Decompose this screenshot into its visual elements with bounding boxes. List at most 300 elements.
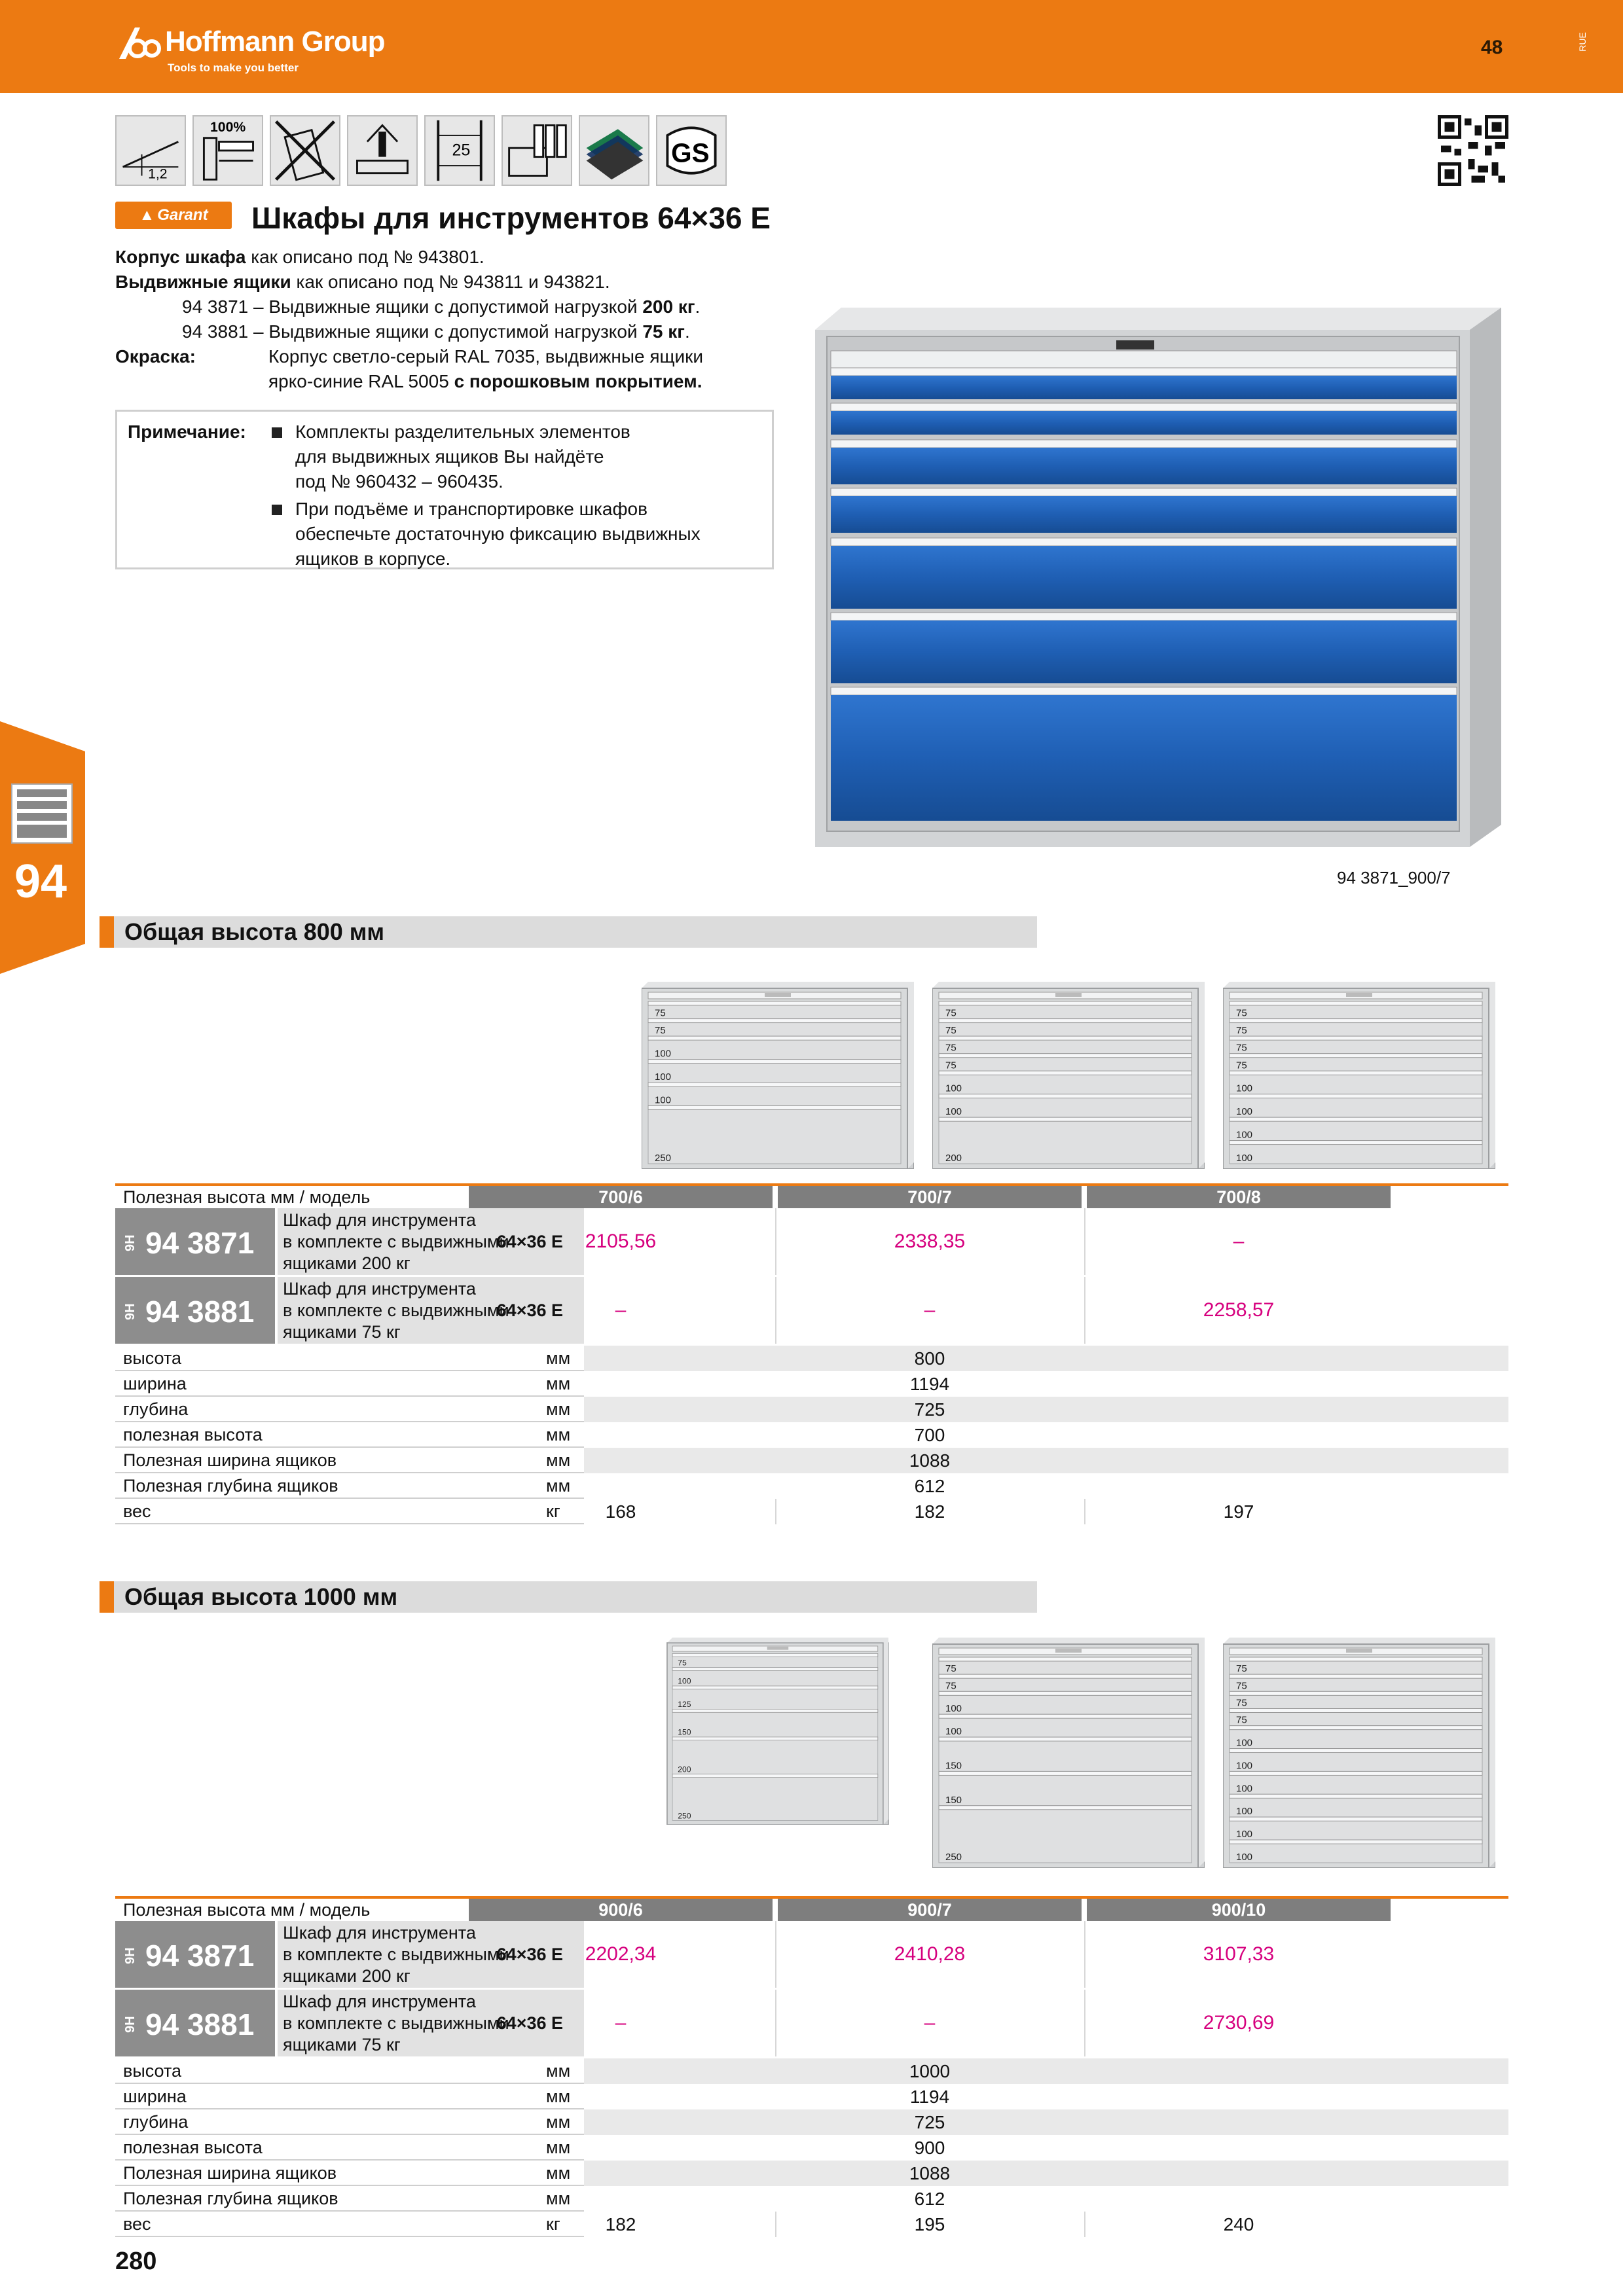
column-separator	[775, 1277, 776, 1344]
paint-coating: с порошковым покрытием.	[454, 371, 702, 391]
mini-drawer-height-label: 100	[1236, 1083, 1253, 1094]
mini-drawer-handle	[1230, 1054, 1482, 1058]
model-column-header: 700/7	[778, 1186, 1082, 1208]
mini-drawer-height-label: 250	[945, 1852, 962, 1863]
mini-drawer-handle	[672, 1709, 878, 1712]
mini-drawer-height-label: 100	[945, 1726, 962, 1738]
line2-load: 75 кг	[642, 321, 685, 342]
description-line: в комплекте с выдвижными	[283, 1300, 509, 1320]
product-code[interactable]	[115, 1208, 275, 1275]
spec-unit: мм	[546, 1374, 571, 1393]
column-separator	[1084, 1990, 1085, 2056]
model-column-header: 700/6	[469, 1186, 773, 1208]
mini-drawer-height-label: 75	[945, 1007, 957, 1019]
table-header-label: Полезная высота мм / модель	[123, 1187, 371, 1207]
mini-drawer-handle	[672, 1774, 878, 1778]
spec-value: 612	[914, 2189, 945, 2209]
page-title: Шкафы для инструментов 64×36 E	[251, 201, 771, 235]
mini-drawer-handle	[1230, 1036, 1482, 1040]
mini-drawer-handle	[672, 1668, 878, 1671]
mini-drawer-height-label: 75	[945, 1060, 957, 1071]
mini-drawer-handle	[1230, 1709, 1482, 1713]
mini-drawer-handle	[1230, 1749, 1482, 1753]
mini-drawer	[939, 1806, 1192, 1863]
mini-drawer-handle	[939, 1036, 1192, 1040]
language-code: RUE	[1577, 32, 1588, 52]
product-price: 2258,57	[1203, 1299, 1275, 1321]
hn-label: 9H	[123, 1234, 137, 1251]
product-row[interactable]	[115, 1990, 1508, 2058]
extension-100-percent-icon	[192, 115, 263, 186]
spec-row	[115, 2084, 1508, 2109]
line2-text: Выдвижные ящики с допустимой нагрузкой	[268, 321, 638, 342]
article-number: 94 3881	[145, 2007, 255, 2041]
article-number: 94 3871	[145, 1939, 255, 1973]
weight-unit: кг	[546, 2214, 560, 2234]
mini-drawer-handle	[939, 1001, 1192, 1005]
main-product-image[interactable]	[815, 308, 1501, 847]
description-line: Шкаф для инструмента	[283, 1923, 476, 1943]
mini-cabinet-lock	[767, 1647, 789, 1650]
mini-drawer-handle	[1230, 1691, 1482, 1695]
spec-value: 1194	[909, 2087, 950, 2107]
mini-drawer-height-label: 100	[678, 1676, 691, 1686]
product-size: 64×36 E	[496, 1300, 563, 1320]
spec-label: высота	[123, 1348, 182, 1368]
note-line: для выдвижных ящиков Вы найдёте	[295, 446, 604, 467]
mini-drawer-handle	[672, 1686, 878, 1689]
description-line: ящиками 75 кг	[283, 2035, 401, 2054]
mini-drawer-height-label: 100	[1236, 1852, 1253, 1863]
mini-drawer-handle	[1230, 1726, 1482, 1730]
mini-drawer	[648, 1105, 901, 1164]
mini-drawer-handle	[648, 1105, 901, 1109]
paint-text-1: Корпус светло-серый RAL 7035, выдвижные ящики	[268, 346, 704, 367]
product-size: 64×36 E	[496, 1232, 563, 1251]
drawer-handle	[831, 440, 1457, 448]
weight-row	[115, 2212, 1508, 2237]
spec-value: 800	[914, 1348, 945, 1369]
drawer-handle	[831, 687, 1457, 695]
mini-drawer-handle	[939, 1657, 1192, 1661]
description-line: ящиками 200 кг	[283, 1253, 410, 1273]
body-label: Корпус шкафа	[115, 247, 246, 267]
mini-drawer-height-label: 100	[1236, 1153, 1253, 1164]
spec-row	[115, 1346, 1508, 1371]
mini-cabinet-lock	[1346, 1649, 1372, 1653]
product-size: 64×36 E	[496, 1945, 563, 1964]
mini-drawer-height-label: 75	[945, 1042, 957, 1054]
column-separator	[775, 1921, 776, 1988]
weight-row	[115, 1499, 1508, 1524]
mini-drawer-handle	[648, 1019, 901, 1023]
mini-drawer-height-label: 150	[945, 1760, 962, 1772]
mini-cabinet-900-6	[642, 1638, 914, 1825]
description-line: ящиками 75 кг	[283, 1322, 401, 1342]
mini-drawer-handle	[1230, 1794, 1482, 1798]
spec-unit: мм	[546, 1450, 571, 1470]
spec-divider	[115, 2236, 584, 2237]
mini-drawer-handle	[939, 1071, 1192, 1075]
mini-drawer-handle	[648, 1001, 901, 1005]
mini-drawer-height-label: 75	[1236, 1697, 1247, 1709]
note-line: под № 960432 – 960435.	[295, 471, 503, 492]
mini-drawer-height-label: 250	[678, 1811, 691, 1821]
product-price: 2202,34	[585, 1943, 657, 1965]
mini-drawer	[672, 1737, 878, 1774]
drawer-handle	[831, 368, 1457, 376]
slope-value: 1,2	[148, 166, 168, 182]
chapter-tab[interactable]	[0, 721, 85, 974]
spec-unit: мм	[546, 1399, 571, 1419]
product-price: 2730,69	[1203, 2012, 1275, 2034]
product-price: 2338,35	[894, 1230, 966, 1252]
product-price: –	[924, 2012, 936, 2034]
mini-drawer-handle	[672, 1737, 878, 1740]
line1-code: 94 3871 –	[182, 296, 264, 317]
mini-drawer-handle	[939, 1094, 1192, 1098]
mini-cabinet-900-7	[932, 1638, 1205, 1868]
spec-label: Полезная глубина ящиков	[123, 1476, 338, 1496]
mini-drawer-handle	[939, 1737, 1192, 1741]
spec-unit: мм	[546, 2112, 571, 2132]
drawers-text: как описано под № 943811 и 943821.	[296, 272, 610, 292]
product-price: –	[615, 2012, 627, 2034]
spec-value: 612	[914, 1476, 945, 1496]
mini-cabinet-lock	[1055, 993, 1082, 997]
column-separator	[775, 1499, 776, 1524]
mini-drawer-handle	[1230, 1771, 1482, 1775]
spec-divider	[115, 1523, 584, 1524]
mini-drawer-height-label: 100	[1236, 1806, 1253, 1818]
description-line: Шкаф для инструмента	[283, 1210, 476, 1230]
mini-drawer-height-label: 100	[1236, 1737, 1253, 1749]
mini-drawer-height-label: 75	[678, 1658, 687, 1668]
mini-drawer-height-label: 75	[1236, 1025, 1247, 1037]
drawer-handle	[831, 538, 1457, 546]
product-size: 64×36 E	[496, 2013, 563, 2033]
mini-drawer-height-label: 100	[655, 1071, 672, 1083]
mini-drawer-handle	[939, 1714, 1192, 1718]
mini-drawer-height-label: 75	[1236, 1060, 1247, 1071]
product-row[interactable]	[115, 1277, 1508, 1346]
mini-drawer-height-label: 75	[1236, 1042, 1247, 1054]
article-number: 94 3871	[145, 1226, 255, 1260]
hn-label: 9H	[123, 2016, 137, 2033]
line1-load: 200 кг	[642, 296, 695, 317]
description-line: Шкаф для инструмента	[283, 1992, 476, 2011]
product-code[interactable]	[115, 1990, 275, 2056]
mini-drawer-height-label: 75	[1236, 1680, 1247, 1692]
note-item	[272, 420, 756, 494]
mini-drawer-height-label: 100	[1236, 1106, 1253, 1118]
product-price: 3107,33	[1203, 1943, 1275, 1965]
column-separator	[775, 1208, 776, 1275]
spec-row	[115, 2186, 1508, 2212]
spec-label: ширина	[123, 1374, 187, 1393]
garant-logo-icon: ▲	[139, 206, 155, 224]
mini-drawer-height-label: 100	[1236, 1783, 1253, 1795]
spec-row	[115, 1473, 1508, 1499]
mini-cabinet-900-10	[1223, 1638, 1495, 1868]
column-separator	[775, 1990, 776, 2056]
weight-value: 182	[605, 2214, 636, 2234]
mini-drawer-handle	[1230, 1840, 1482, 1844]
mini-cabinet-lock	[1346, 993, 1372, 997]
color-swatches-icon	[579, 115, 649, 186]
slope-1-2-icon	[115, 115, 186, 186]
drawer-front	[831, 496, 1457, 533]
drawer-handle	[831, 613, 1457, 620]
product-code[interactable]	[115, 1921, 275, 1988]
spec-label: глубина	[123, 2112, 189, 2132]
mini-drawer-handle	[939, 1771, 1192, 1775]
spec-row	[115, 1397, 1508, 1422]
column-separator	[1084, 1499, 1085, 1524]
spec-label: Полезная глубина ящиков	[123, 2189, 338, 2208]
mini-drawer-handle	[648, 1036, 901, 1040]
column-separator	[1084, 1921, 1085, 1988]
weight-unit: кг	[546, 1501, 560, 1521]
spec-row	[115, 2058, 1508, 2084]
weight-label: вес	[123, 1501, 151, 1521]
note-line: При подъёме и транспортировке шкафов	[295, 499, 647, 519]
price-table-800	[115, 1183, 1508, 1524]
model-column-header: 700/8	[1087, 1186, 1391, 1208]
mini-drawer-height-label: 75	[655, 1007, 666, 1019]
spec-row	[115, 1371, 1508, 1397]
hoffmann-logo[interactable]	[115, 22, 385, 74]
weight-value: 182	[914, 1501, 945, 1522]
column-separator	[775, 2212, 776, 2237]
no-tipping-icon	[270, 115, 340, 186]
hn-label: 9H	[123, 1303, 137, 1320]
product-price: 2105,56	[585, 1230, 657, 1252]
product-price: –	[1233, 1230, 1245, 1252]
mini-drawer-handle	[939, 1674, 1192, 1678]
spec-row	[115, 2135, 1508, 2161]
mini-drawer-height-label: 100	[1236, 1829, 1253, 1840]
mini-drawer-handle	[1230, 1071, 1482, 1075]
mini-drawer-handle	[1230, 1657, 1482, 1661]
catalog-page-number: 48	[1481, 37, 1503, 58]
mini-drawer-handle	[939, 1019, 1192, 1023]
spec-value: 900	[914, 2138, 945, 2158]
model-column-header: 900/7	[778, 1899, 1082, 1921]
description-line: в комплекте с выдвижными	[283, 1945, 509, 1964]
drawer-front	[831, 620, 1457, 683]
mini-cabinet-lock	[1055, 1649, 1082, 1653]
mini-drawer-height-label: 100	[655, 1048, 672, 1060]
spec-row	[115, 1422, 1508, 1448]
product-row[interactable]	[115, 1921, 1508, 1990]
mini-drawer-height-label: 150	[678, 1727, 691, 1737]
mini-drawer-handle	[939, 1117, 1192, 1121]
model-column-header: 900/10	[1087, 1899, 1391, 1921]
divider-grid-25-icon	[424, 115, 495, 186]
spec-unit: мм	[546, 2138, 571, 2157]
spec-unit: мм	[546, 1476, 571, 1496]
spec-value: 1088	[909, 1450, 951, 1471]
mini-drawer-height-label: 75	[945, 1025, 957, 1037]
weight-value: 197	[1223, 1501, 1254, 1522]
spec-label: ширина	[123, 2087, 187, 2106]
spec-label: высота	[123, 2061, 182, 2081]
mini-drawer-handle	[1230, 1817, 1482, 1821]
column-separator	[1084, 2212, 1085, 2237]
mini-drawer	[672, 1686, 878, 1709]
mini-drawer-height-label: 75	[1236, 1663, 1247, 1675]
table-header-row	[115, 1896, 1508, 1921]
spec-unit: мм	[546, 2163, 571, 2183]
mini-drawer-height-label: 75	[945, 1663, 957, 1675]
drawer-front	[831, 695, 1457, 821]
mini-drawer-height-label: 75	[1236, 1714, 1247, 1726]
mini-drawer	[672, 1774, 878, 1821]
spec-value: 725	[914, 2112, 945, 2132]
spec-unit: мм	[546, 1348, 571, 1368]
spec-label: полезная высота	[123, 1425, 263, 1444]
line2-code: 94 3881 –	[182, 321, 264, 342]
product-code[interactable]	[115, 1277, 275, 1344]
weight-label: вес	[123, 2214, 151, 2234]
price-table-1000	[115, 1896, 1508, 2237]
note-item	[272, 497, 756, 571]
product-price: –	[924, 1299, 936, 1321]
mini-drawer-height-label: 200	[945, 1153, 962, 1164]
mini-drawer-handle	[939, 1691, 1192, 1695]
mini-drawer	[939, 1737, 1192, 1771]
weight-value: 240	[1223, 2214, 1254, 2234]
weight-value: 168	[605, 1501, 636, 1522]
spec-label: Полезная ширина ящиков	[123, 1450, 337, 1470]
paint-text-2: ярко-синие RAL 5005	[268, 371, 449, 391]
model-column-header: 900/6	[469, 1899, 773, 1921]
mini-drawer-height-label: 250	[655, 1153, 672, 1164]
brand-name: Hoffmann Group	[165, 26, 385, 58]
description-line: в комплекте с выдвижными	[283, 2013, 509, 2033]
column-separator	[1084, 1277, 1085, 1344]
spec-label: Полезная ширина ящиков	[123, 2163, 337, 2183]
brand-tagline: Tools to make you better	[168, 62, 299, 74]
spec-value: 1000	[909, 2061, 951, 2081]
central-lock-icon	[347, 115, 418, 186]
mini-drawer-handle	[672, 1653, 878, 1657]
line1-text: Выдвижные ящики с допустимой нагрузкой	[268, 296, 638, 317]
chapter-number: 94	[14, 855, 67, 908]
drawer-front	[831, 411, 1457, 435]
description-line: ящиками 200 кг	[283, 1966, 410, 1986]
mini-drawer-height-label: 100	[945, 1083, 962, 1094]
section-header-1000: Общая высота 1000 мм	[100, 1581, 1037, 1613]
mini-drawer-handle	[648, 1083, 901, 1086]
product-description: Корпус шкафа как описано под № 943801. Выдвижные ящики как описано под № 943811 и 943821. 94 3871 – Выдвижные ящики с допустимой нагрузкой 200 кг. 94 3881 – Выдвижные ящики с допустимой нагрузкой 75 кг. Окраска: Корпус светло-серый RAL 7035, выдвижные ящики ярко-синие RAL 5005 с порошковым покрытием.	[115, 247, 704, 391]
image-caption: 94 3871_900/7	[1337, 868, 1451, 888]
table-header-label: Полезная высота мм / модель	[123, 1900, 371, 1920]
grid-value: 25	[452, 141, 471, 160]
paint-label: Окраска:	[115, 346, 196, 367]
mini-cabinet-700-7	[932, 982, 1205, 1169]
gs-mark: GS	[671, 137, 710, 168]
note-line: ящиков в корпусе.	[295, 548, 451, 569]
spec-unit: мм	[546, 1425, 571, 1444]
note-label: Примечание:	[128, 422, 246, 442]
mini-drawer-handle	[1230, 1674, 1482, 1678]
spec-label: полезная высота	[123, 2138, 263, 2157]
weight-value: 195	[914, 2214, 945, 2234]
mini-drawer	[939, 1117, 1192, 1164]
product-price: 2410,28	[894, 1943, 966, 1965]
table-header-row	[115, 1183, 1508, 1208]
mini-cabinet-lock	[765, 993, 791, 997]
spec-label: глубина	[123, 1399, 189, 1419]
spec-unit: мм	[546, 2087, 571, 2106]
garant-brand-badge	[115, 202, 232, 229]
drawer-dividers-icon	[501, 115, 572, 186]
mini-drawer-height-label: 75	[1236, 1007, 1247, 1019]
mini-drawer-handle	[1230, 1141, 1482, 1145]
spec-unit: мм	[546, 2061, 571, 2081]
mini-drawer-height-label: 200	[678, 1765, 691, 1774]
mini-drawer-height-label: 100	[1236, 1129, 1253, 1141]
description-line: Шкаф для инструмента	[283, 1279, 476, 1299]
qr-code[interactable]	[1438, 115, 1508, 186]
feature-pictograms	[115, 115, 727, 186]
mini-drawer-height-label: 100	[655, 1094, 672, 1106]
mini-drawer-height-label: 100	[945, 1106, 962, 1118]
drawer-front	[831, 376, 1457, 399]
spec-unit: мм	[546, 2189, 571, 2208]
drawers-label: Выдвижные ящики	[115, 272, 291, 292]
mini-drawer-handle	[1230, 1001, 1482, 1005]
note-line: обеспечьте достаточную фиксацию выдвижных	[295, 524, 701, 544]
mini-drawer-height-label: 75	[655, 1025, 666, 1037]
mini-cabinet-700-6	[642, 982, 914, 1169]
note-box	[115, 410, 774, 569]
note-line: Комплекты разделительных элементов	[295, 422, 630, 442]
mini-drawer-height-label: 75	[945, 1680, 957, 1692]
mini-drawer-height-label: 150	[945, 1794, 962, 1806]
spec-row	[115, 2161, 1508, 2186]
mini-drawer-handle	[939, 1054, 1192, 1058]
garant-label: Garant	[157, 206, 208, 224]
mini-drawer-handle	[1230, 1117, 1482, 1121]
mini-drawer	[939, 1771, 1192, 1805]
mini-drawer-handle	[1230, 1019, 1482, 1023]
body-text: как описано под № 943801.	[251, 247, 484, 267]
extension-value: 100%	[210, 120, 246, 135]
drawer-front	[831, 546, 1457, 609]
mini-drawer-height-label: 100	[945, 1703, 962, 1715]
spec-value: 1088	[909, 2163, 951, 2183]
drawer-handle	[831, 403, 1457, 411]
page-header	[0, 0, 1623, 93]
drawer-handle	[831, 488, 1457, 496]
hn-label: 9H	[123, 1947, 137, 1964]
mini-drawer-handle	[939, 1806, 1192, 1810]
spec-value: 1194	[909, 1374, 950, 1394]
product-row[interactable]	[115, 1208, 1508, 1277]
description-line: в комплекте с выдвижными	[283, 1232, 509, 1251]
mini-drawer	[672, 1709, 878, 1737]
spec-value: 700	[914, 1425, 945, 1445]
hoffmann-logo-icon	[115, 22, 161, 62]
spec-value: 725	[914, 1399, 945, 1420]
mini-cabinet-700-8	[1223, 982, 1495, 1169]
gs-certified-icon	[656, 115, 727, 186]
mini-drawer-handle	[648, 1060, 901, 1064]
mini-drawer-handle	[1230, 1094, 1482, 1098]
